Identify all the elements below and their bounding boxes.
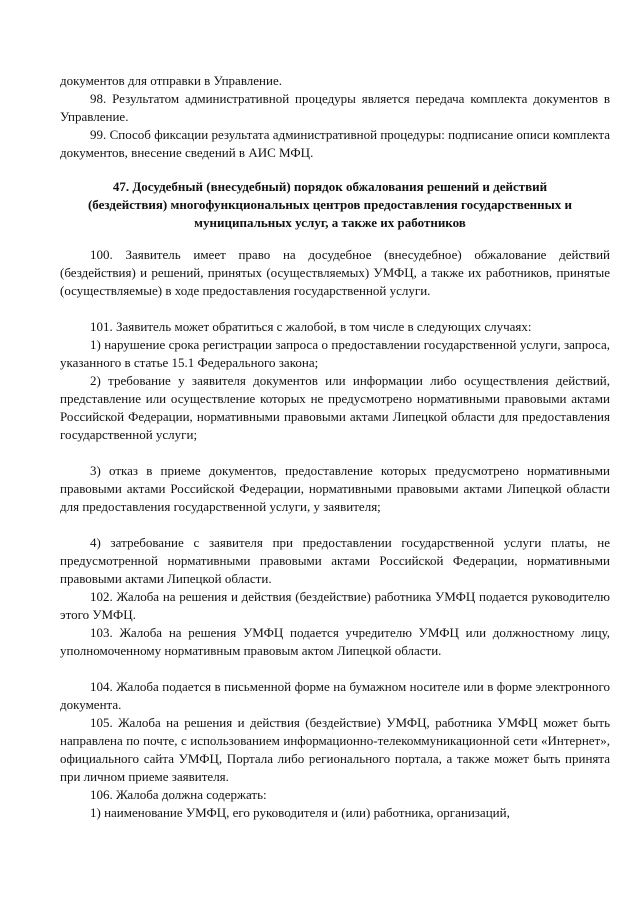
paragraph-103: 103. Жалоба на решения УМФЦ подается учредителю УМФЦ или должностному лицу, уполномоченному нормативным правовым актом Липецкой области. (60, 625, 610, 658)
paragraph-101-item-1: 1) нарушение срока регистрации запроса о предоставлении государственной услуги, запроса, указанного в статье 15.1 Федерального закона; (60, 337, 610, 370)
paragraph-106: 106. Жалоба должна содержать: (90, 787, 267, 802)
section-heading: 47. Досудебный (внесудебный) порядок обжалования решений и действий (бездействия) многофункциональных центров предоставления государственных и муниципальных услуг, а также их работников (87, 179, 573, 230)
paragraph-104: 104. Жалоба подается в письменной форме на бумажном носителе или в форме электронного документа. (60, 679, 610, 712)
paragraph-99: 99. Способ фиксации результата административной процедуры: подписание описи комплекта документов, внесение сведений в АИС МФЦ. (60, 127, 610, 160)
paragraph-101-item-4: 4) затребование с заявителя при предоставлении государственной услуги платы, не предусмотренной нормативными правовыми актами Российской Федерации, нормативными правовыми актами Липецкой области. (60, 535, 610, 586)
paragraph-100: 100. Заявитель имеет право на досудебное (внесудебное) обжалование действий (бездействия) и решений, принятых (осуществляемых) УМФЦ, а также их работников, принятые (осуществляемые) в ходе предоставления государственной услуги. (60, 247, 610, 298)
paragraph-101-item-2: 2) требование у заявителя документов или информации либо осуществления действий, представление или осуществление которых не предусмотрено нормативными правовыми актами Российской Федерации, нормативными правовыми актами Липецкой области для предоставления государственной услуги; (60, 373, 610, 442)
paragraph-101: 101. Заявитель может обратиться с жалобой, в том числе в следующих случаях: (90, 319, 532, 334)
paragraph-102: 102. Жалоба на решения и действия (бездействие) работника УМФЦ подается руководителю этого УМФЦ. (60, 589, 610, 622)
paragraph-101-item-3: 3) отказ в приеме документов, предоставление которых предусмотрено нормативными правовыми актами Российской Федерации, нормативными правовыми актами Липецкой области для предоставления государственной услуги, у заявителя; (60, 463, 610, 514)
paragraph-106-item-1: 1) наименование УМФЦ, его руководителя и (или) работника, организаций, (90, 805, 510, 820)
paragraph-98: 98. Результатом административной процедуры является передача комплекта документов в Управление. (60, 91, 610, 124)
paragraph-105: 105. Жалоба на решения и действия (бездействие) УМФЦ, работника УМФЦ может быть направлена по почте, с использованием информационно-телекоммуникационной сети «Интернет», официального сайта УМФЦ, Портала либо регионального портала, а также может быть принята при личном приеме заявителя. (60, 715, 610, 784)
paragraph-continuation: документов для отправки в Управление. (60, 73, 282, 88)
